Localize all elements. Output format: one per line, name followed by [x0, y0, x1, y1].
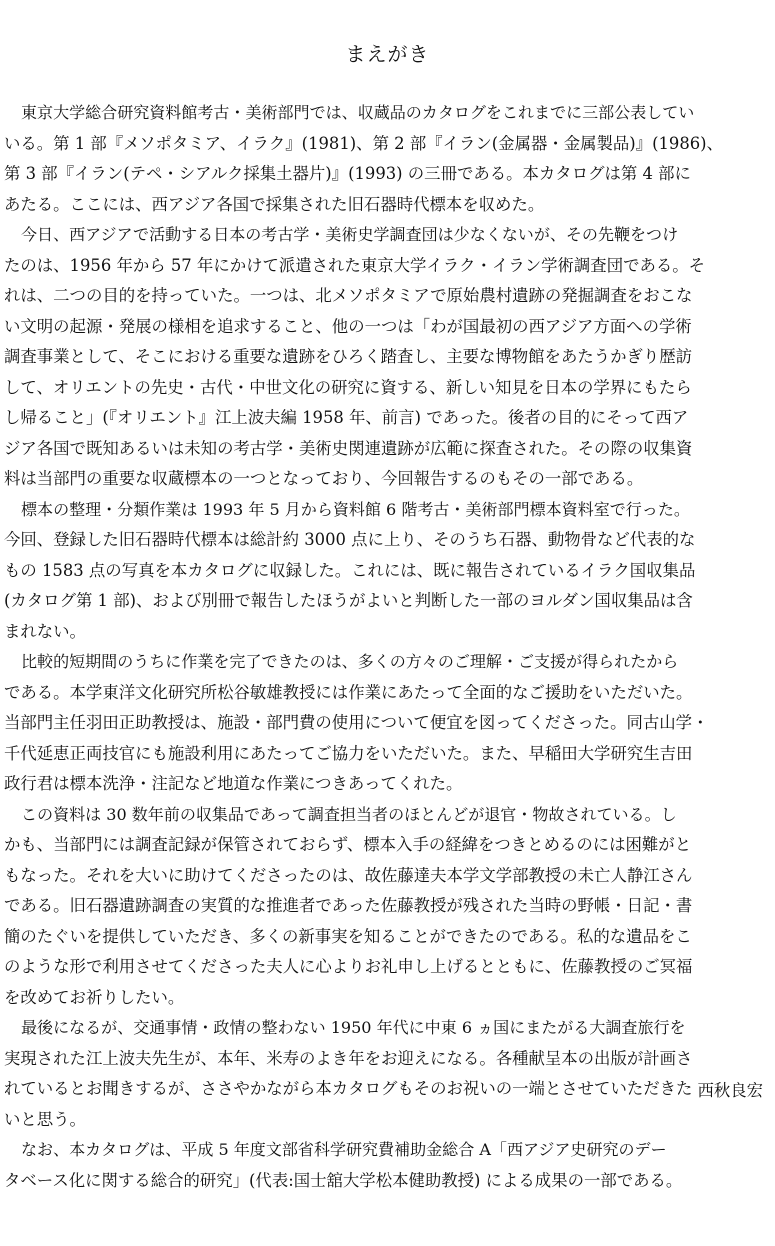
paragraph — [4, 800, 769, 1014]
text-line: 料は当部門の重要な収蔵標本の一つとなっており、今回報告するのもその一部である。 — [4, 469, 644, 488]
text-line: 最後になるが、交通事情・政情の整わない 1950 年代に中東 6 ヵ国にまたがる大調査旅行を — [21, 1018, 686, 1037]
paragraph — [4, 1135, 769, 1196]
text-line: し帰ること」(『オリエント』江上波夫編 1958 年、前言) であった。後者の目的にそって西ア — [4, 408, 689, 427]
text-line: である。旧石器遺跡調査の実質的な推進者であった佐藤教授が残された当時の野帳・日記・書 — [4, 896, 693, 915]
text-line: れは、二つの目的を持っていた。一つは、北メソポタミアで原始農村遺跡の発掘調査をおこな — [4, 286, 693, 305]
text-line: 千代延恵正両技官にも施設利用にあたってご協力をいただいた。また、早稲田大学研究生吉田 — [4, 743, 693, 763]
text-line: 今回、登録した旧石器時代標本は総計約 3000 点に上り、そのうち石器、動物骨など代表的な — [4, 530, 696, 549]
text-line: いる。第 1 部『メソポタミア、イラク』(1981)、第 2 部『イラン(金属器・金属製品)』(1986)、 — [4, 133, 723, 153]
text-line: 政行君は標本洗浄・注記など地道な作業につきあってくれた。 — [4, 774, 463, 793]
text-line: のような形で利用させてくださった夫人に心よりお礼申し上げるとともに、佐藤教授のご冥福 — [4, 957, 693, 976]
text-line: ジア各国で既知あるいは未知の考古学・美術史関連遺跡が広範に探査された。その際の収集資 — [4, 438, 693, 458]
paragraph — [4, 1013, 769, 1135]
preface-body — [4, 98, 769, 1196]
text-line: い文明の起源・発展の様相を追求すること、他の一つは「わが国最初の西アジア方面への学術 — [4, 316, 692, 336]
text-line: なお、本カタログは、平成 5 年度文部省科学研究費補助金総合 A「西アジア史研究のデー — [21, 1140, 667, 1159]
text-line: もなった。それを大いに助けてくださったのは、故佐藤達夫本学文学部教授の未亡人静江さん — [4, 865, 693, 885]
text-line: (カタログ第 1 部)、および別冊で報告したほうがよいと判断した一部のヨルダン国収集品は含 — [4, 591, 693, 610]
author-signature: 西秋良宏 — [697, 1081, 763, 1100]
text-line: たのは、1956 年から 57 年にかけて派遣された東京大学イラク・イラン学術調査団である。そ — [4, 255, 706, 275]
paragraph — [4, 220, 769, 495]
text-line: 標本の整理・分類作業は 1993 年 5 月から資料館 6 階考古・美術部門標本資料室で行った。 — [21, 499, 690, 519]
text-line: いと思う。 — [4, 1109, 86, 1129]
text-line: 今日、西アジアで活動する日本の考古学・美術史学調査団は少なくないが、その先鞭をつけ — [21, 225, 679, 244]
text-line: タベース化に関する総合的研究」(代表:国士舘大学松本健助教授) による成果の一部である。 — [4, 1170, 683, 1190]
text-line: 第 3 部『イラン(テペ・シアルク採集土器片)』(1993) の三冊である。本カタログは第 4 部に — [4, 164, 691, 183]
text-line: れているとお聞きするが、ささやかながら本カタログもそのお祝いの一端とさせていただきた — [4, 1079, 693, 1098]
text-line: 調査事業として、そこにおける重要な遺跡をひろく踏査し、主要な博物館をあたうかぎり歴訪 — [4, 347, 693, 366]
text-line: 当部門主任羽田正助教授は、施設・部門費の使用について便宜を図ってくださった。同古山学・ — [4, 713, 709, 732]
paragraph — [4, 647, 769, 800]
text-line: この資料は 30 数年前の収集品であって調査担当者のほとんどが退官・物故されている。し — [21, 804, 677, 824]
text-line: あたる。ここには、西アジア各国で採集された旧石器時代標本を収めた。 — [4, 194, 545, 214]
text-line: かも、当部門には調査記録が保管されておらず、標本入手の経緯をつきとめるのには困難がと — [4, 835, 692, 854]
text-line: である。本学東洋文化研究所松谷敏雄教授には作業にあたって全面的なご援助をいただいた。 — [4, 682, 693, 702]
paragraph — [4, 98, 769, 220]
text-line: 東京大学総合研究資料館考古・美術部門では、収蔵品のカタログをこれまでに三部公表してい — [21, 103, 695, 122]
text-line: して、オリエントの先史・古代・中世文化の研究に資する、新しい知見を日本の学界にもたら — [4, 377, 692, 397]
paragraph — [4, 495, 769, 648]
text-line: を改めてお祈りしたい。 — [4, 987, 185, 1007]
page-title: まえがき — [345, 42, 430, 66]
text-line: まれない。 — [4, 621, 86, 641]
text-line: もの 1583 点の写真を本カタログに収録した。これには、既に報告されているイラク国収集品 — [4, 560, 696, 580]
text-line: 簡のたぐいを提供していただき、多くの新事実を知ることができたのである。私的な遺品をこ — [4, 926, 692, 946]
text-line: 比較的短期間のうちに作業を完了できたのは、多くの方々のご理解・ご支援が得られたから — [21, 652, 679, 671]
text-line: 実現された江上波夫先生が、本年、米寿のよき年をお迎えになる。各種献呈本の出版が計画さ — [4, 1048, 693, 1068]
